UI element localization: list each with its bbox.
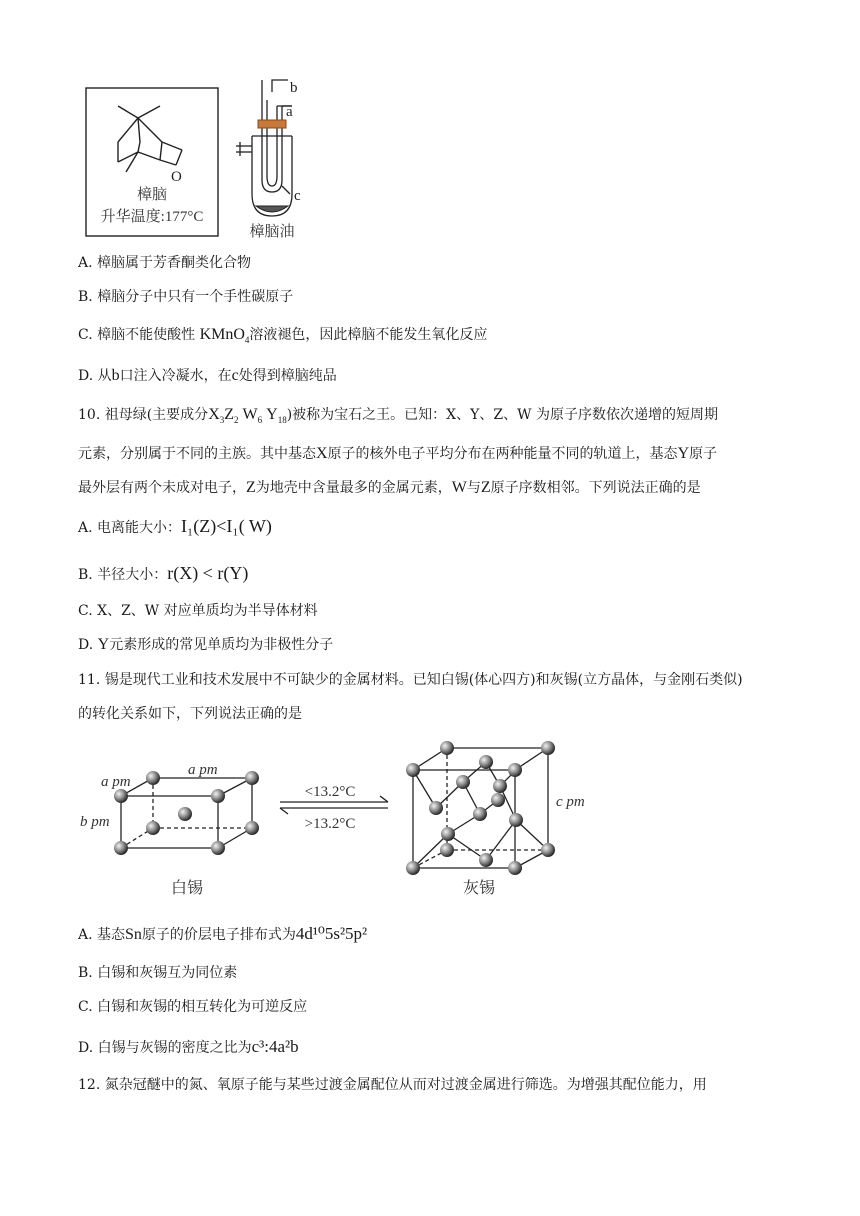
q10-stem-line1-suffix: )被称为宝石之王。已知：X、Y、Z、W 为原子序数依次递增的短周期 (286, 407, 718, 423)
q11-option-c-text: C. 白锡和灰锡的相互转化为可逆反应 (78, 999, 308, 1015)
q9-option-d-suffix: 处得到樟脑纯品 (238, 368, 337, 384)
q12-stem-line1-text: 12. 氮杂冠醚中的氮、氧原子能与某些过渡金属配位从而对过渡金属进行筛选。为增强其配位能力，用 (78, 1077, 707, 1093)
q10-stem3-prefix: 最外层有两个未成对电子， (78, 480, 246, 496)
q10-option-a (78, 515, 272, 539)
apparatus-port-a-label: a (286, 104, 293, 120)
grey-tin-c-label: c pm (556, 794, 585, 810)
q9-option-a-text: A. 樟脑属于芳香酮类化合物 (78, 255, 252, 271)
q11-option-d (78, 1036, 299, 1059)
q11-stem-line1 (78, 669, 743, 691)
sublimation-apparatus (236, 80, 292, 216)
q10-option-d-y: Y (97, 636, 110, 653)
formula-y-sub: 18 (277, 415, 287, 426)
q11-stem-line2-text: 的转化关系如下，下列说法正确的是 (78, 706, 302, 722)
camphor-figure (0, 0, 860, 250)
grey-tin-atoms (406, 741, 555, 875)
q10-option-b (78, 562, 248, 586)
apparatus-port-b-label: b (290, 80, 298, 96)
formula-w-sub: 6 (257, 415, 263, 426)
q10-option-b-prefix: B. 半径大小： (78, 567, 168, 583)
tin-allotrope-figure (0, 730, 860, 910)
white-tin-b-label: b pm (80, 814, 110, 830)
q10-stem2-prefix: 元素，分别属于不同的主族。其中基态 (78, 446, 316, 462)
q10-stem-line2 (78, 443, 717, 465)
q12-stem-line1 (78, 1074, 707, 1096)
radius-expression: r(X) < r(Y) (167, 563, 249, 583)
q10-stem-prefix: 10. 祖母绿(主要成分 (78, 407, 209, 423)
white-tin-a-top-label: a pm (188, 762, 218, 778)
q10-stem2-y: Y (677, 445, 690, 462)
camphor-name-label: 樟脑 (136, 187, 168, 203)
apparatus-point-c-label: c (294, 188, 301, 204)
arrow-lower-temperature: >13.2°C (304, 816, 356, 832)
formula-z-sub: 2 (234, 415, 239, 426)
white-tin-atoms (114, 771, 259, 855)
q9-option-c (78, 324, 487, 346)
q10-stem2-suffix: 原子 (689, 446, 718, 462)
sublimation-temperature-label: 升华温度:177°C (100, 209, 204, 225)
q11-option-a-sn: Sn (125, 926, 142, 943)
q10-stem3-z2: Z (480, 479, 491, 496)
white-tin-a-left-label: a pm (101, 774, 131, 790)
q9-option-a (78, 252, 251, 274)
q10-option-c (78, 600, 318, 622)
q9-option-c-prefix: C. 樟脑不能使酸性 (78, 327, 196, 343)
q10-stem3-w: W (451, 479, 467, 496)
q11-option-a-prefix: A. 基态 (78, 927, 126, 943)
formula-y: Y (266, 406, 278, 423)
q9-option-d-middle: 口注入冷凝水，在 (119, 368, 232, 384)
q10-stem3-middle: 为地壳中含量最多的金属元素， (255, 480, 452, 496)
formula-w: W (242, 406, 258, 423)
q11-option-a-middle: 原子的价层电子排布式为 (141, 927, 296, 943)
q10-option-d-prefix: D. (78, 637, 98, 653)
q10-stem2-middle: 原子的核外电子平均分布在两种能量不同的轨道上，基态 (327, 446, 678, 462)
sn-valence-configuration: 4d¹⁰5s²5p² (295, 924, 368, 943)
emerald-formula (208, 406, 287, 426)
q11-option-d-prefix: D. 白锡与灰锡的密度之比为 (78, 1040, 252, 1056)
q9-option-c-suffix: 溶液褪色，因此樟脑不能发生氧化反应 (249, 327, 488, 343)
q10-stem2-x: X (316, 445, 328, 462)
arrow-upper-temperature: <13.2°C (304, 784, 356, 800)
q10-stem-line1 (78, 404, 718, 426)
white-tin-label: 白锡 (170, 880, 204, 897)
kmno4-subscript: 4 (244, 335, 250, 346)
q11-option-c (78, 996, 307, 1018)
density-ratio-expression: c³:4a²b (251, 1037, 299, 1056)
kmno4-base: KMnO (199, 326, 245, 343)
q10-option-d (78, 634, 333, 656)
ionization-energy-expression: I₁(Z)<I₁( W) (181, 516, 272, 536)
formula-x-sub: 3 (219, 415, 225, 426)
q9-option-d (78, 365, 337, 387)
q10-option-a-prefix: A. 电离能大小： (78, 520, 182, 536)
apparatus-clamp (258, 120, 286, 128)
q9-option-d-prefix: D. 从 (78, 368, 112, 384)
q11-option-b-text: B. 白锡和灰锡互为同位素 (78, 965, 238, 981)
q11-option-a (78, 923, 367, 946)
q9-option-b-text: B. 樟脑分子中只有一个手性碳原子 (78, 289, 294, 305)
camphor-structure (118, 106, 182, 172)
q10-option-d-suffix: 元素形成的常见单质均为非极性分子 (109, 637, 334, 653)
q11-stem-line1-text: 11. 锡是现代工业和技术发展中不可缺少的金属材料。已知白锡(体心四方)和灰锡(立方晶体，与金刚石类似) (78, 672, 743, 688)
q10-stem3-z: Z (246, 479, 256, 496)
q9-option-b (78, 286, 293, 308)
camphor-oxygen-label: O (171, 169, 182, 185)
camphor-oil-label: 樟脑油 (249, 224, 295, 240)
grey-tin-label: 灰锡 (462, 880, 496, 897)
apparatus-crude-sample (256, 206, 288, 212)
kmno4-formula (199, 326, 250, 346)
q10-stem3-middle2: 与 (466, 480, 481, 496)
q11-stem-line2 (78, 703, 302, 725)
formula-z: Z (224, 406, 235, 423)
q10-stem3-suffix: 原子序数相邻。下列说法正确的是 (490, 480, 701, 496)
formula-x: X (208, 406, 220, 423)
q11-option-b (78, 962, 237, 984)
q10-stem-line3 (78, 477, 701, 499)
q9-option-d-point-c: c (231, 367, 239, 384)
q9-option-d-port-b: b (111, 367, 120, 384)
q10-option-c-text: C. X、Z、W 对应单质均为半导体材料 (78, 603, 318, 619)
